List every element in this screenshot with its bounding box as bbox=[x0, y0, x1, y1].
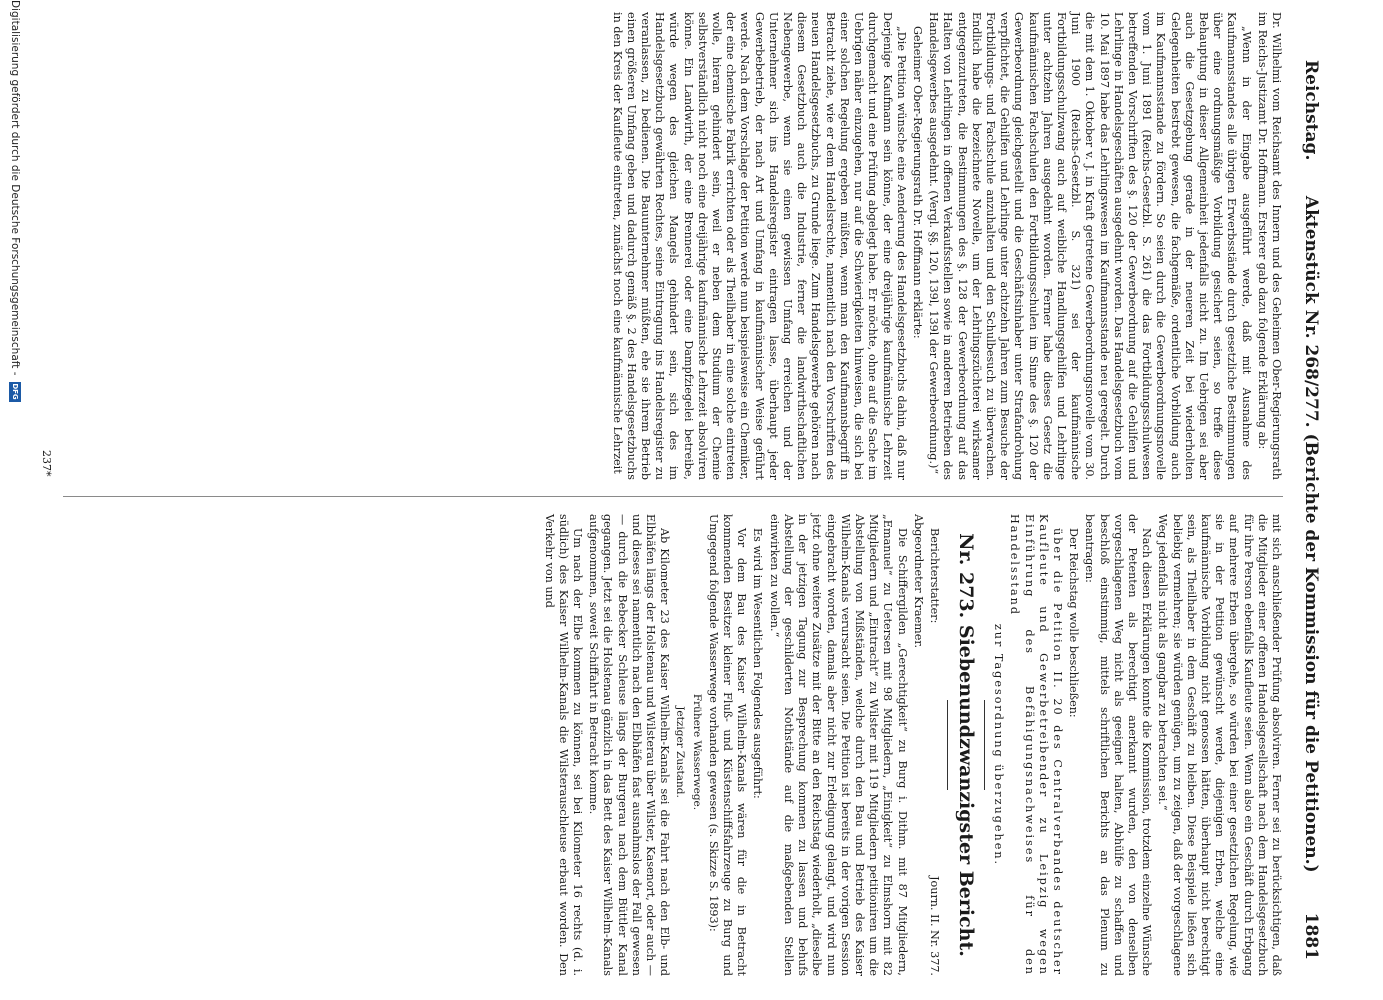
footer-text: Digitalisierung gefördert durch die Deutsche Forschungsgemeinschaft - bbox=[9, 0, 21, 376]
header-title bbox=[1301, 60, 1321, 873]
left-paragraph: Dr. Wilhelmi vom Reichsamt des Innern und des Geheimen Ober-Regierungsrath im Reichs-Justizamt Dr. Hoffmann. Ersterer gab dazu folgende Erklärung ab: bbox=[1255, 12, 1283, 480]
header-left-text: Reichstag. bbox=[1301, 60, 1321, 161]
resolution-intro: Der Reichstag wolle beschließen: bbox=[1067, 528, 1081, 718]
report-title: Nr. 273. Siebenundzwanzigster Bericht. bbox=[954, 533, 977, 957]
right-paragraph: Nach diesen Erklärungen konnte die Kommission, trotzdem einzelne Wünsche der Petenten als berechtigt anerkannt wurden, den von denselben vorgeschlagenen Weg nicht als geeignet halten, Abhülfe zu schaffen und beschloß einstimmig, mittels schriftlichen Berichts an das Plenum zu beantragen: bbox=[1083, 514, 1154, 976]
right-paragraph: Vor dem Bau des Kaiser Wilhelm-Kanals wären für die in Betracht kommenden Besitzer kleiner Fluß- und Küstenschiffsfahrzeuge zu Burg und Umgegend folgende Wasserwege vorhanden gewesen (s. Skizze S. 1893): bbox=[706, 514, 749, 976]
column-divider bbox=[63, 496, 1283, 497]
subheading-frühere-wasserwege: Frühere Wasserwege. bbox=[690, 693, 703, 811]
left-paragraph: „Wenn in der Eingabe ausgeführt werde, daß mit Ausnahme des Kaufmannsstandes alle übrigen Erwerbsstände durch gesetzliche Bestimmungen über eine ordnungsmäßige Vorbildung gesichert seien, so treffe diese Behauptung in dieser Allgemeinheit jedenfalls nicht zu. Im Uebrigen sei aber auch die Gesetzgebung gerade in der neueren Zeit bei wiederholten Gelegenheiten bestrebt gewesen, die fachgemäße, ordentliche Vorbildung auch im Kaufmannsstande zu fördern. So seien durch die Gewerbeordnungsnovelle vom 1. Juni 1891 (Reichs-Gesetzbl. S. 261) die das Fortbildungsschulwesen betreffenden Vorschriften des §. 120 der Gewerbeordnung auf die Gehilfen und Lehrlinge in Handelsgeschäften ausgedehnt worden. Das Handelsgesetzbuch vom 10. Mai 1897 habe das Lehrlingswesen im Kaufmannsstande neu geregelt. Durch die mit dem 1. Oktober v. J. in Kraft getretene Gewerbeordnungsnovelle vom 30. Juni 1900 (Reichs-Gesetzbl. S. 321) sei der kaufmännische Fortbildungsschulzwang auch auf weibliche Handlungsgehilfen und Lehrlinge unter achtzehn Jahren ausgedehnt worden. Ferner habe dieses Gesetz die kaufmännischen Fachschulen den Fortbildungsschulen im Sinne des §. 120 der Gewerbeordnung gleichgestellt und die Geschäftsinhaber unter Strafandrohung verpflichtet, die Gehilfen und Lehrlinge unter achtzehn Jahren zum Besuche der Fortbildungs- und Fachschule anzuhalten und den Schulbesuch zu überwachen. Endlich habe die bezeichnete Novelle, um der Lehrlingszüchterei wirksamer entgegenzutreten, die Bestimmungen des §. 128 der Gewerbeordnung auf das Halten von Lehrlingen in offenen Verkaufsstellen sowie in anderen Betrieben des Handelsgewerbes ausgedehnt. (Vergl. §§. 120, 139l, 139l der Gewerbeordnung.)“ bbox=[927, 12, 1253, 480]
header-center-text: Aktenstück Nr. 268/277. (Berichte der Kommission für die Petitionen.) bbox=[1301, 195, 1321, 873]
right-paragraph: Ab Kilometer 23 des Kaiser Wilhelm-Kanals sei die Fahrt nach den Elb- und Elbhäfen längs der Holstenau und Wilsterau über Wilster, Kasenort, oder auch — und dieses sei namentlich nach den Elbhäfen fast ausnahmslos der Fall gewesen — durch die Bebecker Schleuse längs der Burgerau nach dem Büttler Kanal gegangen. Jetzt sei die Holstenau gänzlich in das Bett des Kaiser Wilhelm-Kanals aufgenommen, soweit Schiffahrt in Betracht komme. bbox=[587, 514, 672, 976]
left-paragraph: „Die Petition wünsche eine Aenderung des Handelsgesetzbuchs dahin, daß nur Derjenige Kaufmann sein könne, der eine dreijährige kaufmännische Lehrzeit durchgemacht und eine Prüfung abgelegt habe. Er möchte, ohne auf die Sache im Uebrigen näher einzugehen, nur auf die Schwierigkeiten hinweisen, die sich bei einer solchen Regelung ergeben müßten, wenn man den Kaufmannsbegriff in Betracht ziehe, wie er dem Handelsrechte, namentlich nach den Vorschriften des neuen Handelsgesetzbuchs, zu Grunde liege. Zum Handelsgewerbe gehören nach diesem Gesetzbuch auch die Industrie, ferner die landwirthschaftlichen Nebengewerbe, wenn sie einen gewissen Umfang erreichen und der Unternehmer sich ins Handelsregister eintragen lasse, überhaupt jeder Gewerbebetrieb, der nach Art und Umfang in kaufmännischer Weise geführt werde. Nach dem Vorschlage der Petition werde nun beispielsweise ein Chemiker, der eine chemische Fabrik errichten oder als Theilhaber in eine solche eintreten wolle, hieran gehindert sein, weil er neben dem Studium der Chemie selbstverständlich nicht noch eine dreijährige kaufmännische Lehrzeit absolviren könne. Ein Landwirth, der eine Brennerei oder eine Dampfziegelei betreibe, würde wegen des gleichen Mangels gehindert sein, sich des im Handelsgesetzbuch gewährten Rechtes, seine Eintragung ins Handelsregister zu veranlassen, zu bedienen. Die Bauunternehmer müßten, ehe sie ihrem Betrieb einen größeren Umfang geben und dadurch gemäß §. 2 des Handelsgesetzbuchs in den Kreis der Kaufleute eintreten, zunächst noch eine kaufmännische Lehrzeit bbox=[610, 12, 908, 480]
right-paragraph: Um nach der Elbe kommen zu können, sei bei Kilometer 16 rechts (d. i. südlich) des Kaiser Wilhelm-Kanals die Wilsterauschleuse erbaut worden. Den Verkehr von und bbox=[542, 514, 585, 976]
section-rule bbox=[984, 700, 985, 790]
report-meta bbox=[927, 514, 941, 976]
page-signature: 237* bbox=[40, 450, 53, 477]
resolution-text: über die Petition II. 20 des Centralverbandes deutscher Kaufleute und Gewerbetreibender zu Leipzig wegen Einführung des Befähigungsnachweises für den Handelsstand bbox=[1008, 514, 1064, 976]
journal-reference: Journ. II. Nr. 377. bbox=[927, 876, 941, 976]
berichterstatter-label: Berichterstatter: bbox=[927, 528, 941, 624]
right-paragraph: Die Schiffergilden „Gerechtigkeit“ zu Burg i. Dithm. mit 87 Mitgliedern, „Emanuel“ zu Uetersen mit 98 Mitgliedern, „Einigkeit“ zu Elmshorn mit 82 Mitgliedern und „Eintracht“ zu Wilster mit 119 Mitgliedern petitioniren um die Abstellung von Mißständen, welche durch den Bau und Betrieb des Kaiser Wilhelm-Kanals verursacht seien. Die Petition ist bereits in der vorigen Session eingebracht worden, damals aber nicht zur Erledigung gelangt, und wird nun jetzt ohne weitere Zusätze mit der Bitte an den Reichstag wiederholt, „dieselbe in der jetzigen Tagung zur Besprechung kommen zu lassen und behufs Abstellung der geschilderten Nothstände auf die maßgebenden Stellen einwirken zu wollen.“ bbox=[767, 514, 909, 976]
left-paragraph: Geheimer Ober-Regierungsrath Dr. Hoffmann erklärte: bbox=[910, 26, 924, 339]
berichterstatter-name: Abgeordneter Kraemer. bbox=[911, 514, 925, 649]
page-number: 1881 bbox=[1301, 912, 1321, 960]
left-column bbox=[607, 12, 1283, 480]
page-header bbox=[1293, 20, 1321, 970]
digitization-footer bbox=[5, 0, 25, 1000]
resolution-conclusion: zur Tagesordnung überzugehen. bbox=[992, 623, 1006, 867]
right-column bbox=[539, 514, 1283, 976]
subheading-jetziger-zustand: Jetziger Zustand. bbox=[674, 706, 687, 798]
right-paragraph: Es wird im Wesentlichen Folgendes ausgeführt: bbox=[751, 528, 765, 799]
right-paragraph: mit sich anschließender Prüfung absolviren. Ferner sei zu berücksichtigen, daß die Mitglieder einer offenen Handelsgesellschaft nach dem Handelsgesetzbuch für ihre Person ebenfalls Kaufleute seien. Wenn also ein Geschäft durch Erbgang auf mehrere Erben übergehe, so würden bei einer gesetzlichen Regelung, wie sie in der Petition gewünscht werde, diejenigen Erben, welche eine kaufmännische Vorbildung nicht genossen hätten, überhaupt nicht berechtigt sein, als Theilhaber in dem Geschäft zu bleiben. Diese Beispiele ließen sich beliebig vermehren; sie würden genügen, um zu zeigen, daß der vorgeschlagene Weg jedenfalls nicht als gangbar zu betrachten sei.“ bbox=[1156, 514, 1283, 976]
dfg-logo-icon: DFG bbox=[11, 383, 19, 400]
section-rule bbox=[947, 700, 948, 790]
